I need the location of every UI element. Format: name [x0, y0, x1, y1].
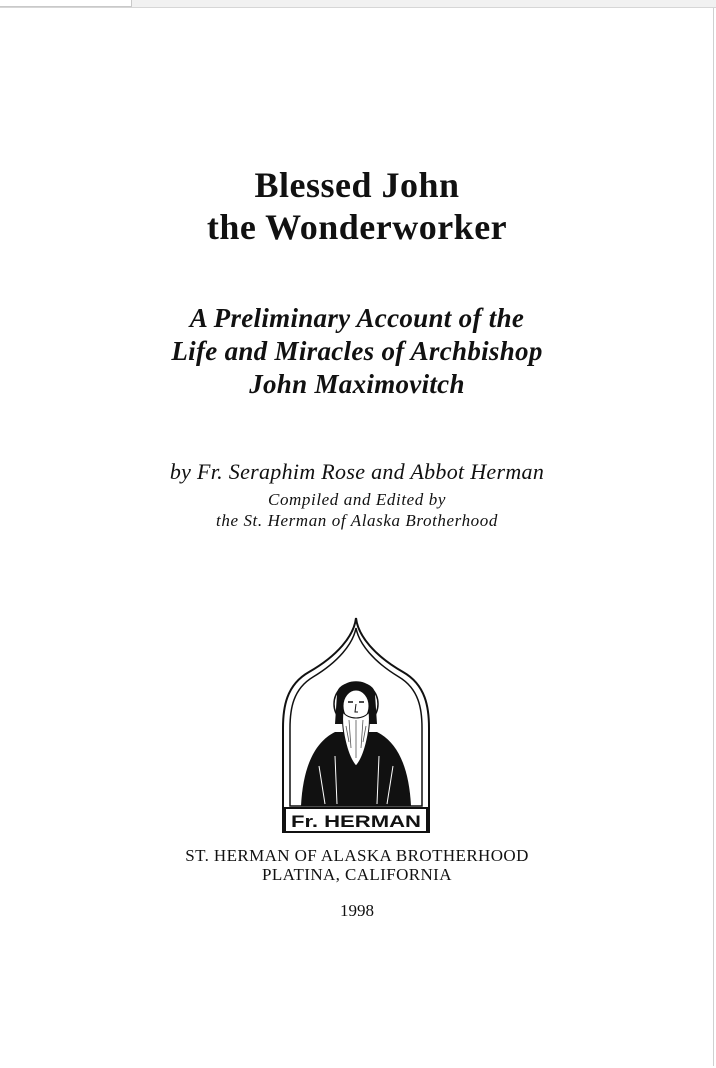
publisher-location: PLATINA, CALIFORNIA: [262, 865, 452, 884]
book-subtitle: [0, 302, 714, 401]
publisher-name: ST. HERMAN OF ALASKA BROTHERHOOD: [185, 846, 529, 865]
emblem-caption: Fr. HERMAN: [291, 812, 421, 831]
viewer-tab[interactable]: [0, 0, 132, 7]
title-page: [0, 8, 714, 1066]
book-title-line-1: Blessed John: [254, 165, 460, 205]
compiled-by: [0, 489, 714, 531]
authors-line: by Fr. Seraphim Rose and Abbot Herman: [169, 459, 545, 484]
book-title-line-2: the Wonderworker: [206, 207, 508, 247]
publisher-info: [0, 846, 714, 884]
publication-year: 1998: [340, 901, 374, 920]
book-subtitle-line-3: John Maximovitch: [249, 369, 465, 399]
viewer-top-bar: [0, 0, 716, 8]
st-herman-portrait-icon: [279, 616, 433, 834]
book-subtitle-line-2: Life and Miracles of Archbishop: [171, 336, 543, 366]
compiled-by-line-1: Compiled and Edited by: [268, 490, 446, 509]
book-subtitle-line-1: A Preliminary Account of the: [189, 303, 525, 333]
book-title: [0, 164, 714, 248]
compiled-by-line-2: the St. Herman of Alaska Brotherhood: [216, 511, 498, 530]
